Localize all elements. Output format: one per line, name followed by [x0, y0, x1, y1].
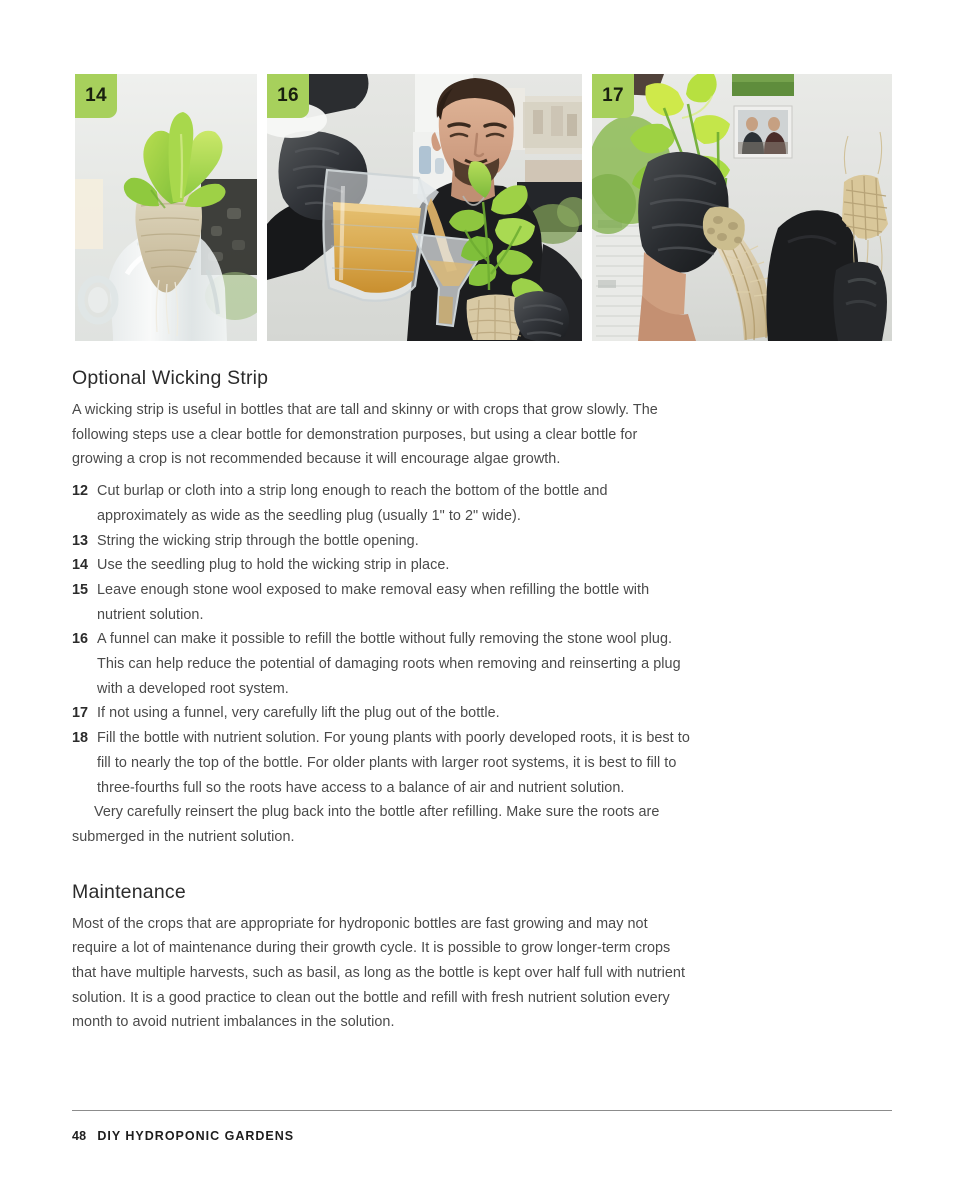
step-item [72, 627, 692, 701]
wicking-strip-step-list [72, 479, 692, 800]
step-text: If not using a funnel, very carefully lift the plug out of the bottle. [97, 705, 500, 722]
book-title: DIY HYDROPONIC GARDENS [97, 1129, 295, 1143]
wicking-strip-intro-paragraph: A wicking strip is useful in bottles that are tall and skinny or with crops that grow slowly. The following steps use a clear bottle for demonstration purposes, but using a clear bottle for growing a crop is not recommended because it will encourage algae growth. [72, 402, 658, 468]
step-number: 14 [72, 557, 89, 574]
spacer [72, 472, 692, 479]
step-item [72, 553, 692, 578]
step-text: String the wicking strip through the bottle opening. [97, 532, 419, 549]
step-number: 16 [72, 631, 89, 648]
step-text: A funnel can make it possible to refill the bottle without fully removing the stone wool plug. This can help reduce the potential of damaging roots when removing and reinserting a plug with a developed root system. [97, 631, 681, 697]
step-number: 15 [72, 581, 89, 598]
step-text: Cut burlap or cloth into a strip long enough to reach the bottom of the bottle and approximately as wide as the seedling plug (usually 1" to 2" wide). [97, 483, 608, 524]
page-body [72, 366, 692, 1035]
step-item [72, 578, 692, 627]
footer-divider [72, 1110, 892, 1111]
figure-strip [75, 74, 892, 341]
maintenance-paragraph: Most of the crops that are appropriate for hydroponic bottles are fast growing and may not require a lot of maintenance during their growth cycle. It is possible to grow longer-term crops that have multiple harvests, such as basil, as long as the bottle is kept over half full with nutrient solution. It is a good practice to clean out the bottle and refill with fresh nutrient solution every month to avoid nutrient imbalances in the solution. [72, 915, 686, 1031]
page-footer [72, 1129, 294, 1143]
step-item [72, 529, 692, 554]
step-text: Use the seedling plug to hold the wicking strip in place. [97, 557, 450, 574]
figure-photo-16 [267, 74, 582, 341]
step-item [72, 479, 692, 528]
photo-17-illustration [592, 74, 892, 341]
section-heading-wicking-strip: Optional Wicking Strip [72, 367, 269, 389]
figure-photo-17 [592, 74, 892, 341]
photo-16-illustration [267, 74, 582, 341]
page-number: 48 [72, 1129, 87, 1143]
step-number: 18 [72, 730, 89, 747]
wicking-strip-closing-paragraph: Very carefully reinsert the plug back into the bottle after refilling. Make sure the roots are submerged in the nutrient solution. [72, 804, 660, 845]
step-number: 17 [72, 705, 89, 722]
step-item [72, 701, 692, 726]
step-text: Fill the bottle with nutrient solution. For young plants with poorly developed roots, it is best to fill to nearly the top of the bottle. For older plants with larger root systems, it is best to fill to three-fourths full so the roots have access to a balance of air and nutrient solution. [97, 730, 690, 796]
figure-photo-14 [75, 74, 257, 341]
figure-badge-16: 16 [267, 74, 309, 118]
figure-badge-14: 14 [75, 74, 117, 118]
step-item [72, 726, 692, 800]
step-number: 12 [72, 483, 89, 500]
step-number: 13 [72, 532, 89, 549]
figure-badge-17: 17 [592, 74, 634, 118]
section-heading-maintenance: Maintenance [72, 880, 186, 903]
step-text: Leave enough stone wool exposed to make removal easy when refilling the bottle with nutrient solution. [97, 581, 650, 623]
spacer [72, 850, 692, 880]
